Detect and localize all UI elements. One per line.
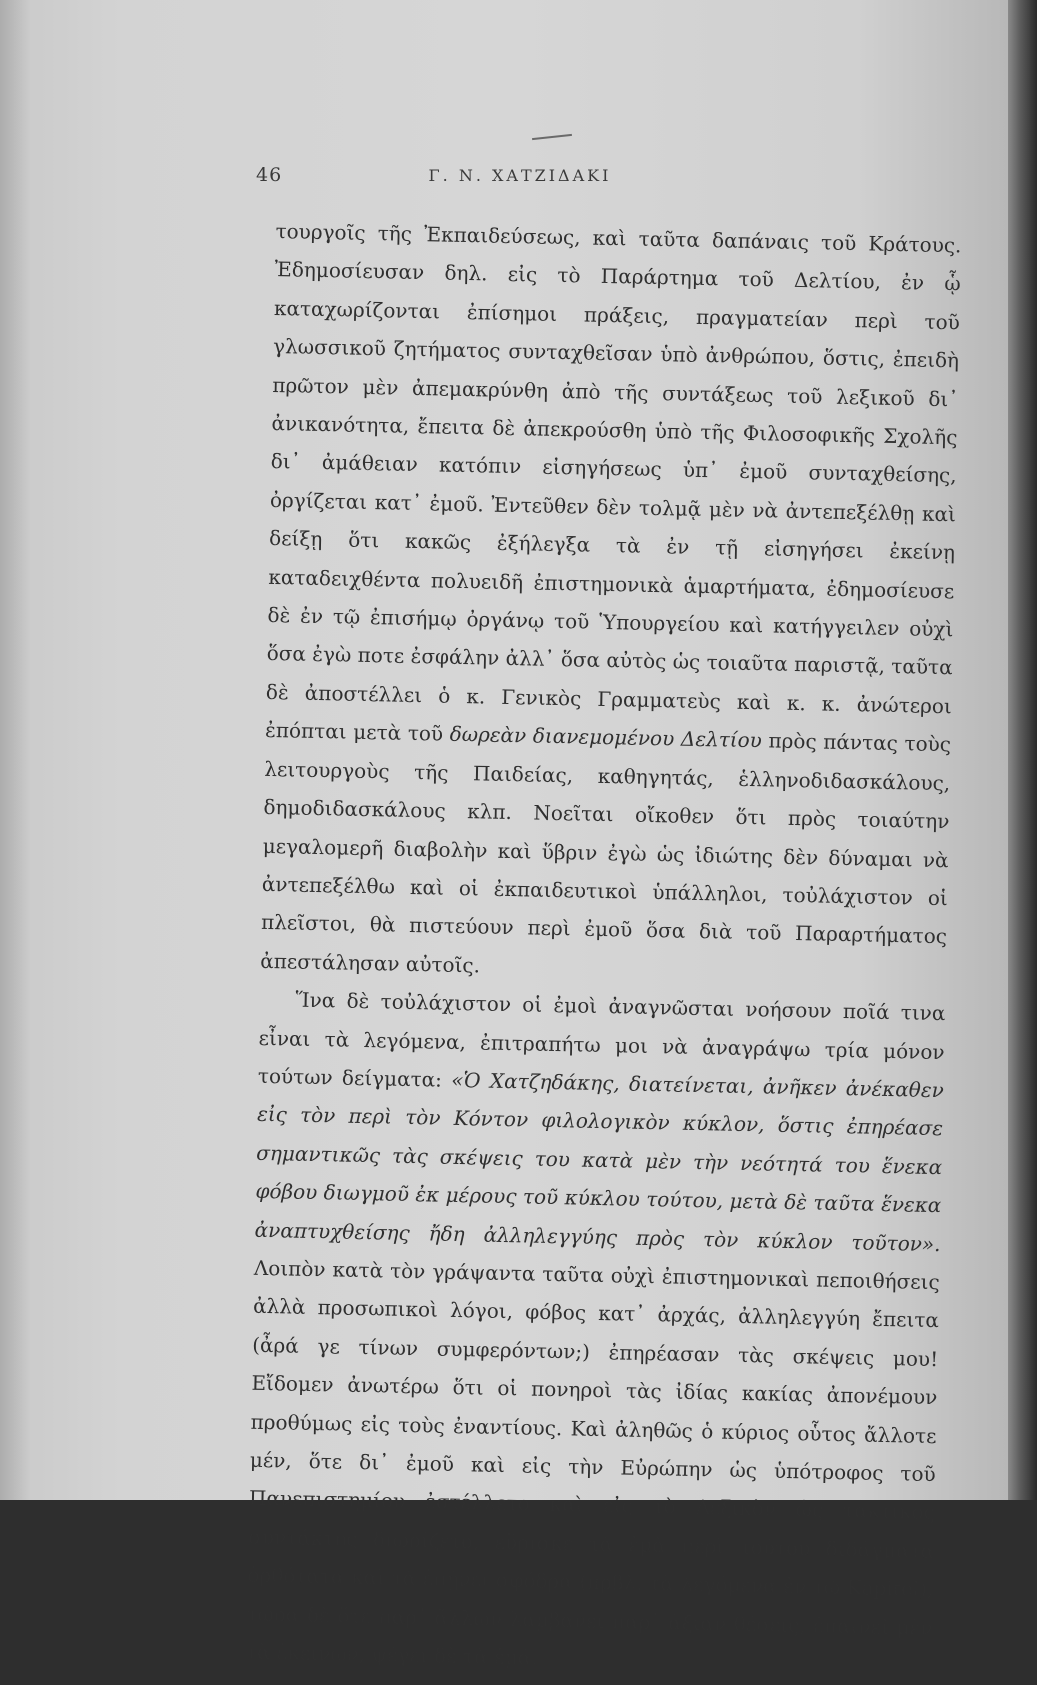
header-rule	[532, 134, 572, 140]
paragraph-1-text: τουργοῖς τῆς Ἐκπαιδεύσεως, καὶ ταῦτα δαπάναις τοῦ Κράτους. Ἐδημοσίευσαν δηλ. εἰς τὸ Παράρτημα τοῦ Δελτίου, ἐν ᾧ καταχωρίζονται ἐπίσημοι πράξεις, πραγματείαν περὶ τοῦ γλωσσικοῦ ζητήματος συνταχθεῖσαν ὑπὸ ἀνθρώπου, ὅστις, ἐπειδὴ πρῶτον μὲν ἀπεμακρύνθη ἀπὸ τῆς συντάξεως τοῦ λεξικοῦ δι᾿ ἀνικανότητα, ἔπειτα δὲ ἀπεκρούσθη ὑπὸ τῆς Φιλοσοφικῆς Σχολῆς δι᾿ ἀμάθειαν κατόπιν εἰσηγήσεως ὑπ᾿ ἐμοῦ συνταχθείσης, ὀργίζεται κατ᾿ ἐμοῦ. Ἐντεῦθεν δὲν τολμᾷ μὲν νὰ ἀντεπεξέλθῃ καὶ δείξῃ ὅτι κακῶς ἐξήλεγξα τὰ ἐν τῇ εἰσηγήσει ἐκείνῃ καταδειχθέντα πολυειδῆ ἐπιστημονικὰ ἁμαρτήματα, ἐδημοσίευσε δὲ ἐν τῷ ἐπισήμῳ ὀργάνῳ τοῦ Ὑπουργείου καὶ κατήγγειλεν οὐχὶ ὅσα ἐγὼ ποτε ἐσφάλην ἀλλ᾿ ὅσα αὐτὸς ὡς τοιαῦτα παριστᾷ, ταῦτα δὲ ἀποστέλλει ὁ κ. Γενικὸς Γραμματεὺς καὶ κ. κ. ἀνώτεροι ἐπόπται μετὰ τοῦ	[264, 218, 962, 746]
running-title: Γ. Ν. ΧΑΤΖΙΔΑΚΙ	[428, 166, 612, 185]
paragraph-2-end: Λοιπὸν κατὰ τὸν γράψαντα ταῦτα οὐχὶ ἐπιστημονικαὶ πεποιθήσεις ἀλλὰ προσωπικοὶ λόγοι, φόβος κατ᾿ ἀρχάς, ἀλληλεγγύη ἔπειτα (ἆρά γε τίνων συμφερόντων;) ἐπηρέασαν τὰς σκέψεις μου! Εἴδομεν ἀνωτέρω ὅτι οἱ πονηροὶ τὰς ἰδίας κακίας ἀπονέμουν προθύμως εἰς τοὺς ἐναντίους. Καὶ ἀληθῶς ὁ κύριος οὗτος ἄλλοτε μέν, ὅτε δι᾿ ἐμοῦ καὶ εἰς τὴν Εὐρώπην ὡς ὑπότροφος τοῦ Πανεπιστημίου ἐστέλλετο καὶ εἰς τὸ Λεξικὸν ὡς τακτικὸς συντάκτης διωρίζετο, εὕρισκε τὰ ἐμὰ περὶ τούτου διδάγματα ὀρθότατα καὶ τὰ ἐπῄνει σφόδρα (πρβλ. τὰ λεγόμενα ἐν τῷ Kapitel), τώρα δὲ ὅτε παρ᾿ ἄλλων λαμβάνει παρ᾿ ἀξίαν θέσεις, ἐπαινεῖ μὲν τὰ ἐκείνων, ψέγει δὲ τὰ ἐμά.	[245, 1255, 940, 1670]
paragraph-2-start: Ἵνα δὲ τοὐλάχιστον οἱ ἐμοὶ ἀναγνῶσται νοήσουν ποῖά τινα εἶναι τὰ λεγόμενα, ἐπιτραπήτω μοι νὰ ἀναγράψω τρία μόνον τούτων δείγματα:	[257, 987, 946, 1092]
spine-shadow	[0, 0, 30, 1500]
paragraph-1-italic: δωρεὰν διανεμομένου Δελτίου	[449, 722, 763, 753]
paragraph-1	[260, 212, 962, 994]
body-text	[245, 212, 961, 1685]
page-edge	[1008, 0, 1037, 1500]
page-header	[0, 158, 1008, 198]
paragraph-2	[245, 980, 945, 1685]
paragraph-2-quote: «Ὁ Χατζηδάκης, διατείνεται, ἀνῆκεν ἀνέκαθεν εἰς τὸν περὶ τὸν Κόντον φιλολογικὸν κύκλον, ὅστις ἐπηρέασε σημαντικῶς τὰς σκέψεις του κατὰ μὲν τὴν νεότητά του ἕνεκα φόβου διωγμοῦ ἐκ μέρους τοῦ κύκλου τούτου, μετὰ δὲ ταῦτα ἕνεκα ἀναπτυχθείσης ἤδη ἀλληλεγγύης πρὸς τὸν κύκλον τοῦτον».	[254, 1067, 945, 1256]
paragraph-1-end: πρὸς πάντας τοὺς λειτουργοὺς τῆς Παιδείας, καθηγητάς, ἑλληνοδιδασκάλους, δημοδιδασκάλους κλπ. Νοεῖται οἴκοθεν ὅτι πρὸς τοιαύτην μεγαλομερῆ διαβολὴν καὶ ὕβριν ἐγὼ ὡς ἰδιώτης δὲν δύναμαι νὰ ἀντεπεξέλθω καὶ οἱ ἐκπαιδευτικοὶ ὑπάλληλοι, τοὐλάχιστον οἱ πλεῖστοι, θὰ πιστεύουν περὶ ἐμοῦ ὅσα διὰ τοῦ Παραρτήματος ἀπεστάλησαν αὐτοῖς.	[260, 728, 952, 978]
page-number: 46	[256, 164, 283, 186]
